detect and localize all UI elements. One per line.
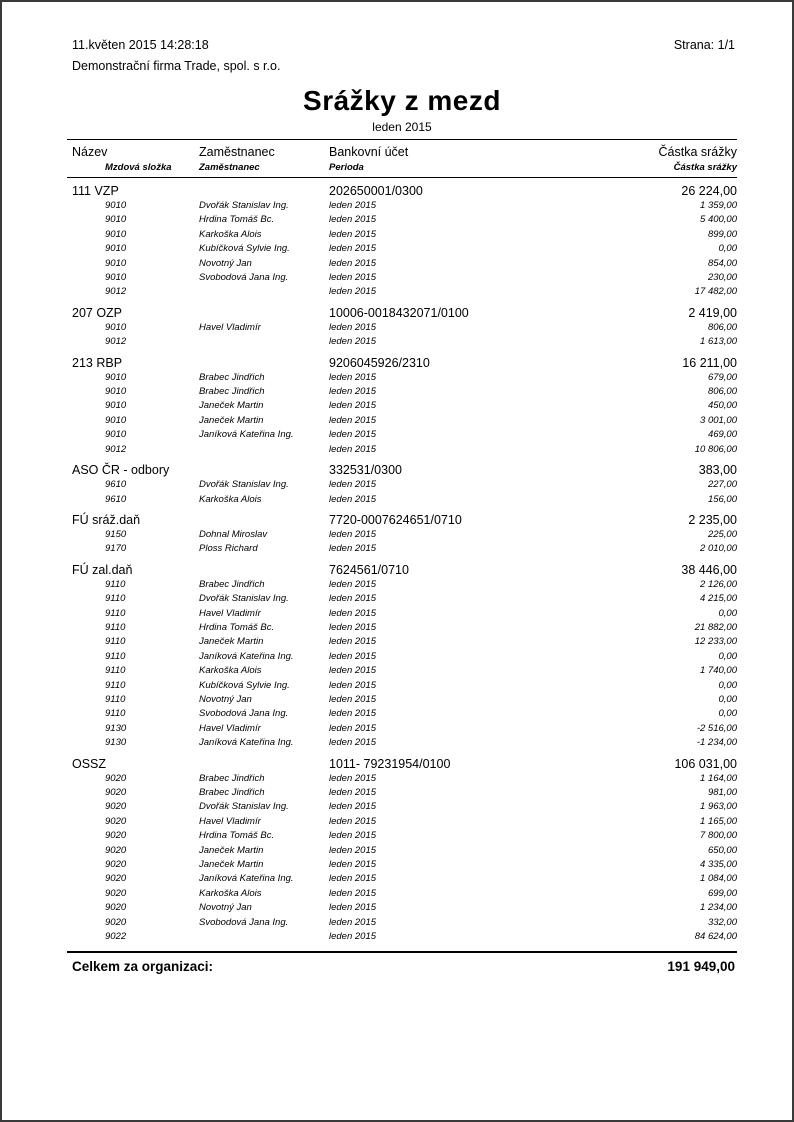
deduction-detail-row xyxy=(67,607,737,621)
table-body xyxy=(67,184,737,948)
amount-value: 2 126,00 xyxy=(700,578,737,590)
employee-name: Havel Vladimír xyxy=(199,722,261,734)
wage-component-code: 9020 xyxy=(105,844,127,856)
deduction-detail-row xyxy=(67,736,737,750)
wage-component-code: 9110 xyxy=(105,708,126,720)
table-subheader-row xyxy=(67,159,737,177)
page-number: Strana: 1/1 xyxy=(673,38,735,52)
deduction-detail-row xyxy=(67,707,737,721)
column-header-employee: Zaměstnanec xyxy=(199,145,275,159)
group-amount: 106 031,00 xyxy=(674,756,737,771)
amount-value: 7 800,00 xyxy=(700,830,737,842)
period-value: leden 2015 xyxy=(329,414,377,426)
employee-name: Havel Vladimír xyxy=(199,321,261,333)
period-value: leden 2015 xyxy=(329,873,377,885)
amount-value: 0,00 xyxy=(718,650,737,662)
amount-value: 1 165,00 xyxy=(700,815,737,827)
deduction-detail-row xyxy=(67,916,737,930)
employee-name: Brabec Jindřich xyxy=(199,371,265,383)
employee-name: Svobodová Jana Ing. xyxy=(199,916,289,928)
employee-name: Janeček Martin xyxy=(199,414,264,426)
period-value: leden 2015 xyxy=(329,493,377,505)
wage-component-code: 9020 xyxy=(105,873,127,885)
deduction-detail-row xyxy=(67,621,737,635)
deduction-group-row xyxy=(67,184,737,199)
wage-component-code: 9010 xyxy=(105,272,127,284)
group-amount: 16 211,00 xyxy=(682,355,737,370)
amount-value: 84 624,00 xyxy=(694,931,737,943)
deduction-group-row xyxy=(67,463,737,478)
amount-value: 4 215,00 xyxy=(700,593,737,605)
employee-name: Novotný Jan xyxy=(199,693,252,705)
group-name: 111 VZP xyxy=(72,184,119,198)
amount-value: 227,00 xyxy=(707,479,737,491)
amount-value: 230,00 xyxy=(707,272,737,284)
deduction-detail-row xyxy=(67,858,737,872)
wage-component-code: 9022 xyxy=(105,931,127,943)
period-value: leden 2015 xyxy=(329,772,377,784)
deduction-detail-row xyxy=(67,693,737,707)
employee-name: Novotný Jan xyxy=(199,902,252,914)
amount-value: 679,00 xyxy=(707,371,737,383)
employee-name: Hrdina Tomáš Bc. xyxy=(199,214,275,226)
wage-component-code: 9010 xyxy=(105,243,127,255)
wage-component-code: 9110 xyxy=(105,665,126,677)
employee-name: Ploss Richard xyxy=(199,543,258,555)
period-value: leden 2015 xyxy=(329,257,377,269)
employee-name: Janeček Martin xyxy=(199,636,264,648)
wage-component-code: 9020 xyxy=(105,801,127,813)
employee-name: Brabec Jindřich xyxy=(199,787,265,798)
report-period: leden 2015 xyxy=(372,120,432,134)
amount-value: 0,00 xyxy=(718,708,737,720)
wage-component-code: 9012 xyxy=(105,286,127,298)
group-amount: 26 224,00 xyxy=(681,184,737,198)
wage-component-code: 9110 xyxy=(105,578,126,590)
period-value: leden 2015 xyxy=(329,200,377,211)
deduction-detail-row xyxy=(67,722,737,736)
wage-component-code: 9010 xyxy=(105,228,127,240)
employee-name: Brabec Jindřich xyxy=(199,578,265,590)
group-bank-account: 1011- 79231954/0100 xyxy=(329,756,451,771)
deduction-group-row xyxy=(67,356,737,371)
wage-component-code: 9020 xyxy=(105,916,127,928)
deduction-detail-row xyxy=(67,493,737,507)
amount-value: 854,00 xyxy=(707,257,737,269)
period-value: leden 2015 xyxy=(329,479,377,491)
group-name: 207 OZP xyxy=(72,305,123,320)
subcolumn-header-period: Perioda xyxy=(329,162,364,173)
group-name: FÚ sráž.daň xyxy=(72,512,141,527)
employee-name: Janíková Kateřina Ing. xyxy=(199,737,294,749)
period-value: leden 2015 xyxy=(329,578,377,590)
wage-component-code: 9020 xyxy=(105,902,127,914)
period-value: leden 2015 xyxy=(329,272,377,284)
period-value: leden 2015 xyxy=(329,787,377,798)
group-bank-account: 10006-0018432071/0100 xyxy=(329,305,469,320)
deduction-detail-row xyxy=(67,786,737,800)
wage-component-code: 9110 xyxy=(105,679,126,691)
table-header-rule xyxy=(67,177,737,178)
employee-name: Dvořák Stanislav Ing. xyxy=(199,479,289,491)
group-name: FÚ zal.daň xyxy=(72,562,133,577)
amount-value: 10 806,00 xyxy=(694,443,737,455)
deduction-detail-row xyxy=(67,242,737,256)
wage-component-code: 9610 xyxy=(105,493,127,505)
amount-value: 332,00 xyxy=(707,916,737,928)
amount-value: 21 882,00 xyxy=(694,621,737,633)
amount-value: 1 963,00 xyxy=(700,801,737,813)
employee-name: Hrdina Tomáš Bc. xyxy=(199,830,275,842)
employee-name: Janíková Kateřina Ing. xyxy=(199,650,294,662)
deduction-detail-row xyxy=(67,679,737,693)
wage-component-code: 9110 xyxy=(105,636,126,648)
period-value: leden 2015 xyxy=(329,400,377,412)
column-header-account: Bankovní účet xyxy=(329,145,409,159)
period-value: leden 2015 xyxy=(329,830,377,842)
deduction-detail-row xyxy=(67,664,737,678)
amount-value: 981,00 xyxy=(707,787,737,798)
period-value: leden 2015 xyxy=(329,528,377,540)
period-value: leden 2015 xyxy=(329,887,377,899)
wage-component-code: 9010 xyxy=(105,200,127,211)
employee-name: Janeček Martin xyxy=(199,859,264,871)
deduction-detail-row xyxy=(67,844,737,858)
wage-component-code: 9110 xyxy=(105,650,126,662)
amount-value: 12 233,00 xyxy=(694,636,737,648)
group-amount: 383,00 xyxy=(698,463,737,478)
period-value: leden 2015 xyxy=(329,429,377,441)
period-value: leden 2015 xyxy=(329,650,377,662)
employee-name: Karkoška Alois xyxy=(199,228,262,240)
wage-component-code: 9020 xyxy=(105,815,127,827)
wage-component-code: 9110 xyxy=(105,693,126,705)
wage-component-code: 9020 xyxy=(105,830,127,842)
period-value: leden 2015 xyxy=(329,336,377,348)
amount-value: -2 516,00 xyxy=(696,722,737,734)
deduction-group-row xyxy=(67,513,737,528)
wage-component-code: 9110 xyxy=(105,593,126,605)
total-label: Celkem za organizaci: xyxy=(72,959,214,975)
period-value: leden 2015 xyxy=(329,916,377,928)
amount-value: 2 010,00 xyxy=(700,543,737,555)
deduction-detail-row xyxy=(67,271,737,285)
employee-name: Havel Vladimír xyxy=(199,815,261,827)
amount-value: 1 613,00 xyxy=(700,336,737,348)
group-amount: 2 419,00 xyxy=(688,305,737,320)
wage-component-code: 9010 xyxy=(105,214,127,226)
group-amount: 38 446,00 xyxy=(681,562,737,577)
wage-component-code: 9130 xyxy=(105,737,127,749)
employee-name: Karkoška Alois xyxy=(199,665,262,677)
period-value: leden 2015 xyxy=(329,708,377,720)
employee-name: Dvořák Stanislav Ing. xyxy=(199,200,289,211)
deduction-detail-row xyxy=(67,772,737,786)
period-value: leden 2015 xyxy=(329,801,377,813)
wage-component-code: 9010 xyxy=(105,371,127,383)
amount-value: 17 482,00 xyxy=(694,286,737,298)
group-name: ASO ČR - odbory xyxy=(72,463,170,478)
amount-value: 0,00 xyxy=(718,607,737,619)
group-bank-account: 7720-0007624651/0710 xyxy=(329,512,462,527)
employee-name: Kubíčková Sylvie Ing. xyxy=(199,679,290,691)
report-datetime: 11.květen 2015 14:28:18 xyxy=(72,38,209,52)
deduction-detail-row xyxy=(67,257,737,271)
wage-component-code: 9610 xyxy=(105,479,127,491)
deduction-detail-row xyxy=(67,635,737,649)
amount-value: 806,00 xyxy=(707,386,737,398)
company-name: Demonstrační firma Trade, spol. s r.o. xyxy=(72,59,281,73)
period-value: leden 2015 xyxy=(329,859,377,871)
deduction-detail-row xyxy=(67,371,737,385)
period-value: leden 2015 xyxy=(329,321,377,333)
period-value: leden 2015 xyxy=(329,607,377,619)
deduction-detail-row xyxy=(67,414,737,428)
period-value: leden 2015 xyxy=(329,228,377,240)
period-value: leden 2015 xyxy=(329,665,377,677)
amount-value: 469,00 xyxy=(707,429,737,441)
amount-value: 1 740,00 xyxy=(700,665,737,677)
deduction-detail-row xyxy=(67,321,737,335)
period-value: leden 2015 xyxy=(329,844,377,856)
deduction-detail-row xyxy=(67,285,737,299)
group-bank-account: 9206045926/2310 xyxy=(329,355,430,370)
report-footer xyxy=(67,953,737,974)
amount-value: 450,00 xyxy=(707,400,737,412)
period-value: leden 2015 xyxy=(329,243,377,255)
wage-component-code: 9020 xyxy=(105,859,127,871)
deduction-detail-row xyxy=(67,930,737,944)
period-value: leden 2015 xyxy=(329,214,377,226)
group-name: 213 RBP xyxy=(72,355,123,370)
amount-value: 156,00 xyxy=(707,493,737,505)
wage-component-code: 9010 xyxy=(105,429,127,441)
period-value: leden 2015 xyxy=(329,443,377,455)
wage-component-code: 9010 xyxy=(105,321,127,333)
amount-value: 1 234,00 xyxy=(700,902,737,914)
deduction-detail-row xyxy=(67,335,737,349)
employee-name: Havel Vladimír xyxy=(199,607,261,619)
period-value: leden 2015 xyxy=(329,371,377,383)
period-value: leden 2015 xyxy=(329,679,377,691)
wage-component-code: 9020 xyxy=(105,887,127,899)
employee-name: Karkoška Alois xyxy=(199,887,262,899)
employee-name: Svobodová Jana Ing. xyxy=(199,708,289,720)
wage-component-code: 9010 xyxy=(105,386,127,398)
subcolumn-header-amount: Částka srážky xyxy=(673,162,737,173)
period-value: leden 2015 xyxy=(329,902,377,914)
deduction-group-row xyxy=(67,306,737,321)
employee-name: Dvořák Stanislav Ing. xyxy=(199,801,289,813)
wage-component-code: 9020 xyxy=(105,787,127,798)
table-header-row xyxy=(67,140,737,159)
amount-value: 0,00 xyxy=(718,693,737,705)
amount-value: 0,00 xyxy=(718,243,737,255)
subcolumn-header-employee: Zaměstnanec xyxy=(199,162,260,173)
amount-value: 5 400,00 xyxy=(700,214,737,226)
employee-name: Janeček Martin xyxy=(199,844,264,856)
amount-value: 1 084,00 xyxy=(700,873,737,885)
deduction-detail-row xyxy=(67,228,737,242)
period-value: leden 2015 xyxy=(329,636,377,648)
group-bank-account: 332531/0300 xyxy=(329,463,402,478)
employee-name: Hrdina Tomáš Bc. xyxy=(199,621,275,633)
deduction-detail-row xyxy=(67,385,737,399)
deduction-detail-row xyxy=(67,199,737,213)
deduction-detail-row xyxy=(67,815,737,829)
column-header-name: Název xyxy=(72,145,108,159)
group-bank-account: 202650001/0300 xyxy=(329,184,423,198)
subcolumn-header-wage-component: Mzdová složka xyxy=(105,162,172,173)
employee-name: Brabec Jindřich xyxy=(199,772,265,784)
period-value: leden 2015 xyxy=(329,286,377,298)
page-header xyxy=(67,38,737,52)
employee-name: Kubíčková Sylvie Ing. xyxy=(199,243,290,255)
employee-name: Janíková Kateřina Ing. xyxy=(199,873,294,885)
amount-value: 806,00 xyxy=(707,321,737,333)
employee-name: Brabec Jindřich xyxy=(199,386,265,398)
report-title: Srážky z mezd xyxy=(303,85,501,116)
amount-value: 650,00 xyxy=(707,844,737,856)
period-value: leden 2015 xyxy=(329,931,377,943)
period-value: leden 2015 xyxy=(329,386,377,398)
period-value: leden 2015 xyxy=(329,693,377,705)
column-header-amount: Částka srážky xyxy=(658,145,737,159)
report-content xyxy=(67,38,737,974)
period-value: leden 2015 xyxy=(329,621,377,633)
group-bank-account: 7624561/0710 xyxy=(329,562,409,577)
amount-value: 225,00 xyxy=(707,528,737,540)
amount-value: 3 001,00 xyxy=(700,414,737,426)
amount-value: 0,00 xyxy=(718,679,737,691)
period-value: leden 2015 xyxy=(329,722,377,734)
amount-value: 699,00 xyxy=(707,887,737,899)
deduction-detail-row xyxy=(67,578,737,592)
deduction-detail-row xyxy=(67,829,737,843)
deduction-detail-row xyxy=(67,213,737,227)
amount-value: 899,00 xyxy=(707,228,737,240)
deduction-detail-row xyxy=(67,528,737,542)
deduction-detail-row xyxy=(67,443,737,457)
employee-name: Svobodová Jana Ing. xyxy=(199,272,289,284)
deduction-detail-row xyxy=(67,887,737,901)
amount-value: -1 234,00 xyxy=(696,737,737,749)
period-value: leden 2015 xyxy=(329,593,377,605)
employee-name: Dvořák Stanislav Ing. xyxy=(199,593,289,605)
deduction-detail-row xyxy=(67,650,737,664)
wage-component-code: 9110 xyxy=(105,621,126,633)
deduction-detail-row xyxy=(67,478,737,492)
amount-value: 1 164,00 xyxy=(700,772,737,784)
wage-component-code: 9010 xyxy=(105,400,127,412)
amount-value: 4 335,00 xyxy=(700,859,737,871)
employee-name: Dohnal Miroslav xyxy=(199,528,268,540)
wage-component-code: 9010 xyxy=(105,257,127,269)
deduction-group-row xyxy=(67,757,737,772)
deduction-detail-row xyxy=(67,800,737,814)
period-value: leden 2015 xyxy=(329,815,377,827)
period-value: leden 2015 xyxy=(329,737,377,749)
deduction-detail-row xyxy=(67,872,737,886)
wage-component-code: 9170 xyxy=(105,543,127,555)
amount-value: 1 359,00 xyxy=(700,200,737,211)
wage-component-code: 9012 xyxy=(105,336,127,348)
deduction-detail-row xyxy=(67,592,737,606)
wage-component-code: 9010 xyxy=(105,414,127,426)
deduction-group-row xyxy=(67,563,737,578)
employee-name: Novotný Jan xyxy=(199,257,252,269)
deduction-detail-row xyxy=(67,901,737,915)
deduction-detail-row xyxy=(67,428,737,442)
deduction-detail-row xyxy=(67,542,737,556)
wage-component-code: 9110 xyxy=(105,607,126,619)
employee-name: Janeček Martin xyxy=(199,400,264,412)
total-value: 191 949,00 xyxy=(667,959,735,975)
group-amount: 2 235,00 xyxy=(688,512,737,527)
wage-component-code: 9020 xyxy=(105,772,127,784)
employee-name: Janíková Kateřina Ing. xyxy=(199,429,294,441)
employee-name: Karkoška Alois xyxy=(199,493,262,505)
wage-component-code: 9150 xyxy=(105,528,127,540)
group-name: OSSZ xyxy=(72,756,107,771)
deduction-detail-row xyxy=(67,399,737,413)
wage-component-code: 9012 xyxy=(105,443,127,455)
wage-component-code: 9130 xyxy=(105,722,127,734)
period-value: leden 2015 xyxy=(329,543,377,555)
